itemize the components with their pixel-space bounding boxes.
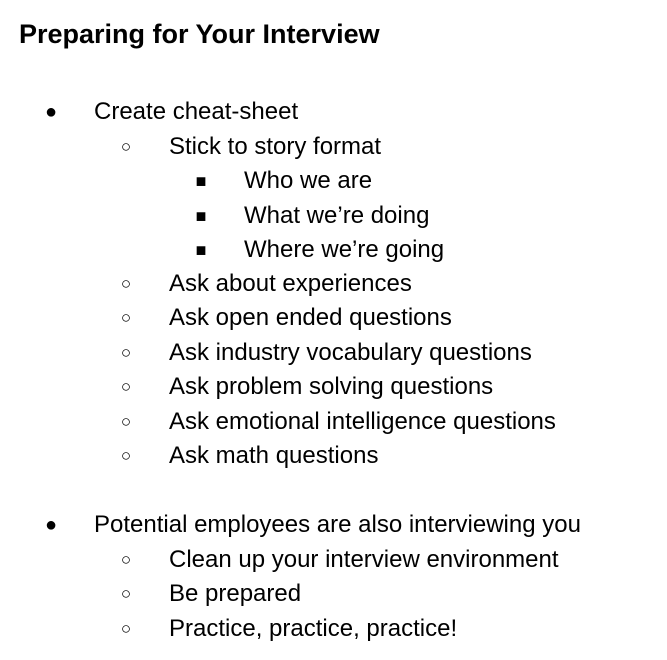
hollow-circle-bullet-icon: ○ [120,550,132,569]
list-item-text: Ask emotional intelligence questions [169,408,556,435]
hollow-circle-bullet-icon: ○ [120,619,132,638]
page-title: Preparing for Your Interview [19,19,380,49]
list-item-text: Ask about experiences [169,270,412,297]
list-item-text: Potential employees are also interviewing you [94,511,581,538]
hollow-circle-bullet-icon: ○ [120,446,132,465]
list-item-text: What we’re doing [244,202,430,229]
filled-circle-bullet-icon: ● [44,514,58,536]
hollow-circle-bullet-icon: ○ [120,308,132,327]
list-item-text: Where we’re going [244,236,445,263]
list-item-text: Be prepared [169,580,302,607]
list-item-text: Practice, practice, practice! [169,615,458,642]
list-item-text: Stick to story format [169,133,382,160]
list-item-text: Ask problem solving questions [169,373,494,400]
list-item-text: Ask math questions [169,442,379,469]
list-item-text: Ask open ended questions [169,304,452,331]
hollow-circle-bullet-icon: ○ [120,377,132,396]
list-item-text: Create cheat-sheet [94,98,299,125]
hollow-circle-bullet-icon: ○ [120,343,132,362]
hollow-circle-bullet-icon: ○ [120,274,132,293]
square-bullet-icon: ■ [195,206,207,226]
list-item-text: Who we are [244,167,373,194]
list-item-text: Ask industry vocabulary questions [169,339,532,366]
filled-circle-bullet-icon: ● [44,101,58,123]
list-item-text: Clean up your interview environment [169,546,559,573]
hollow-circle-bullet-icon: ○ [120,584,132,603]
square-bullet-icon: ■ [195,240,207,260]
square-bullet-icon: ■ [195,171,207,191]
hollow-circle-bullet-icon: ○ [120,412,132,431]
hollow-circle-bullet-icon: ○ [120,137,132,156]
